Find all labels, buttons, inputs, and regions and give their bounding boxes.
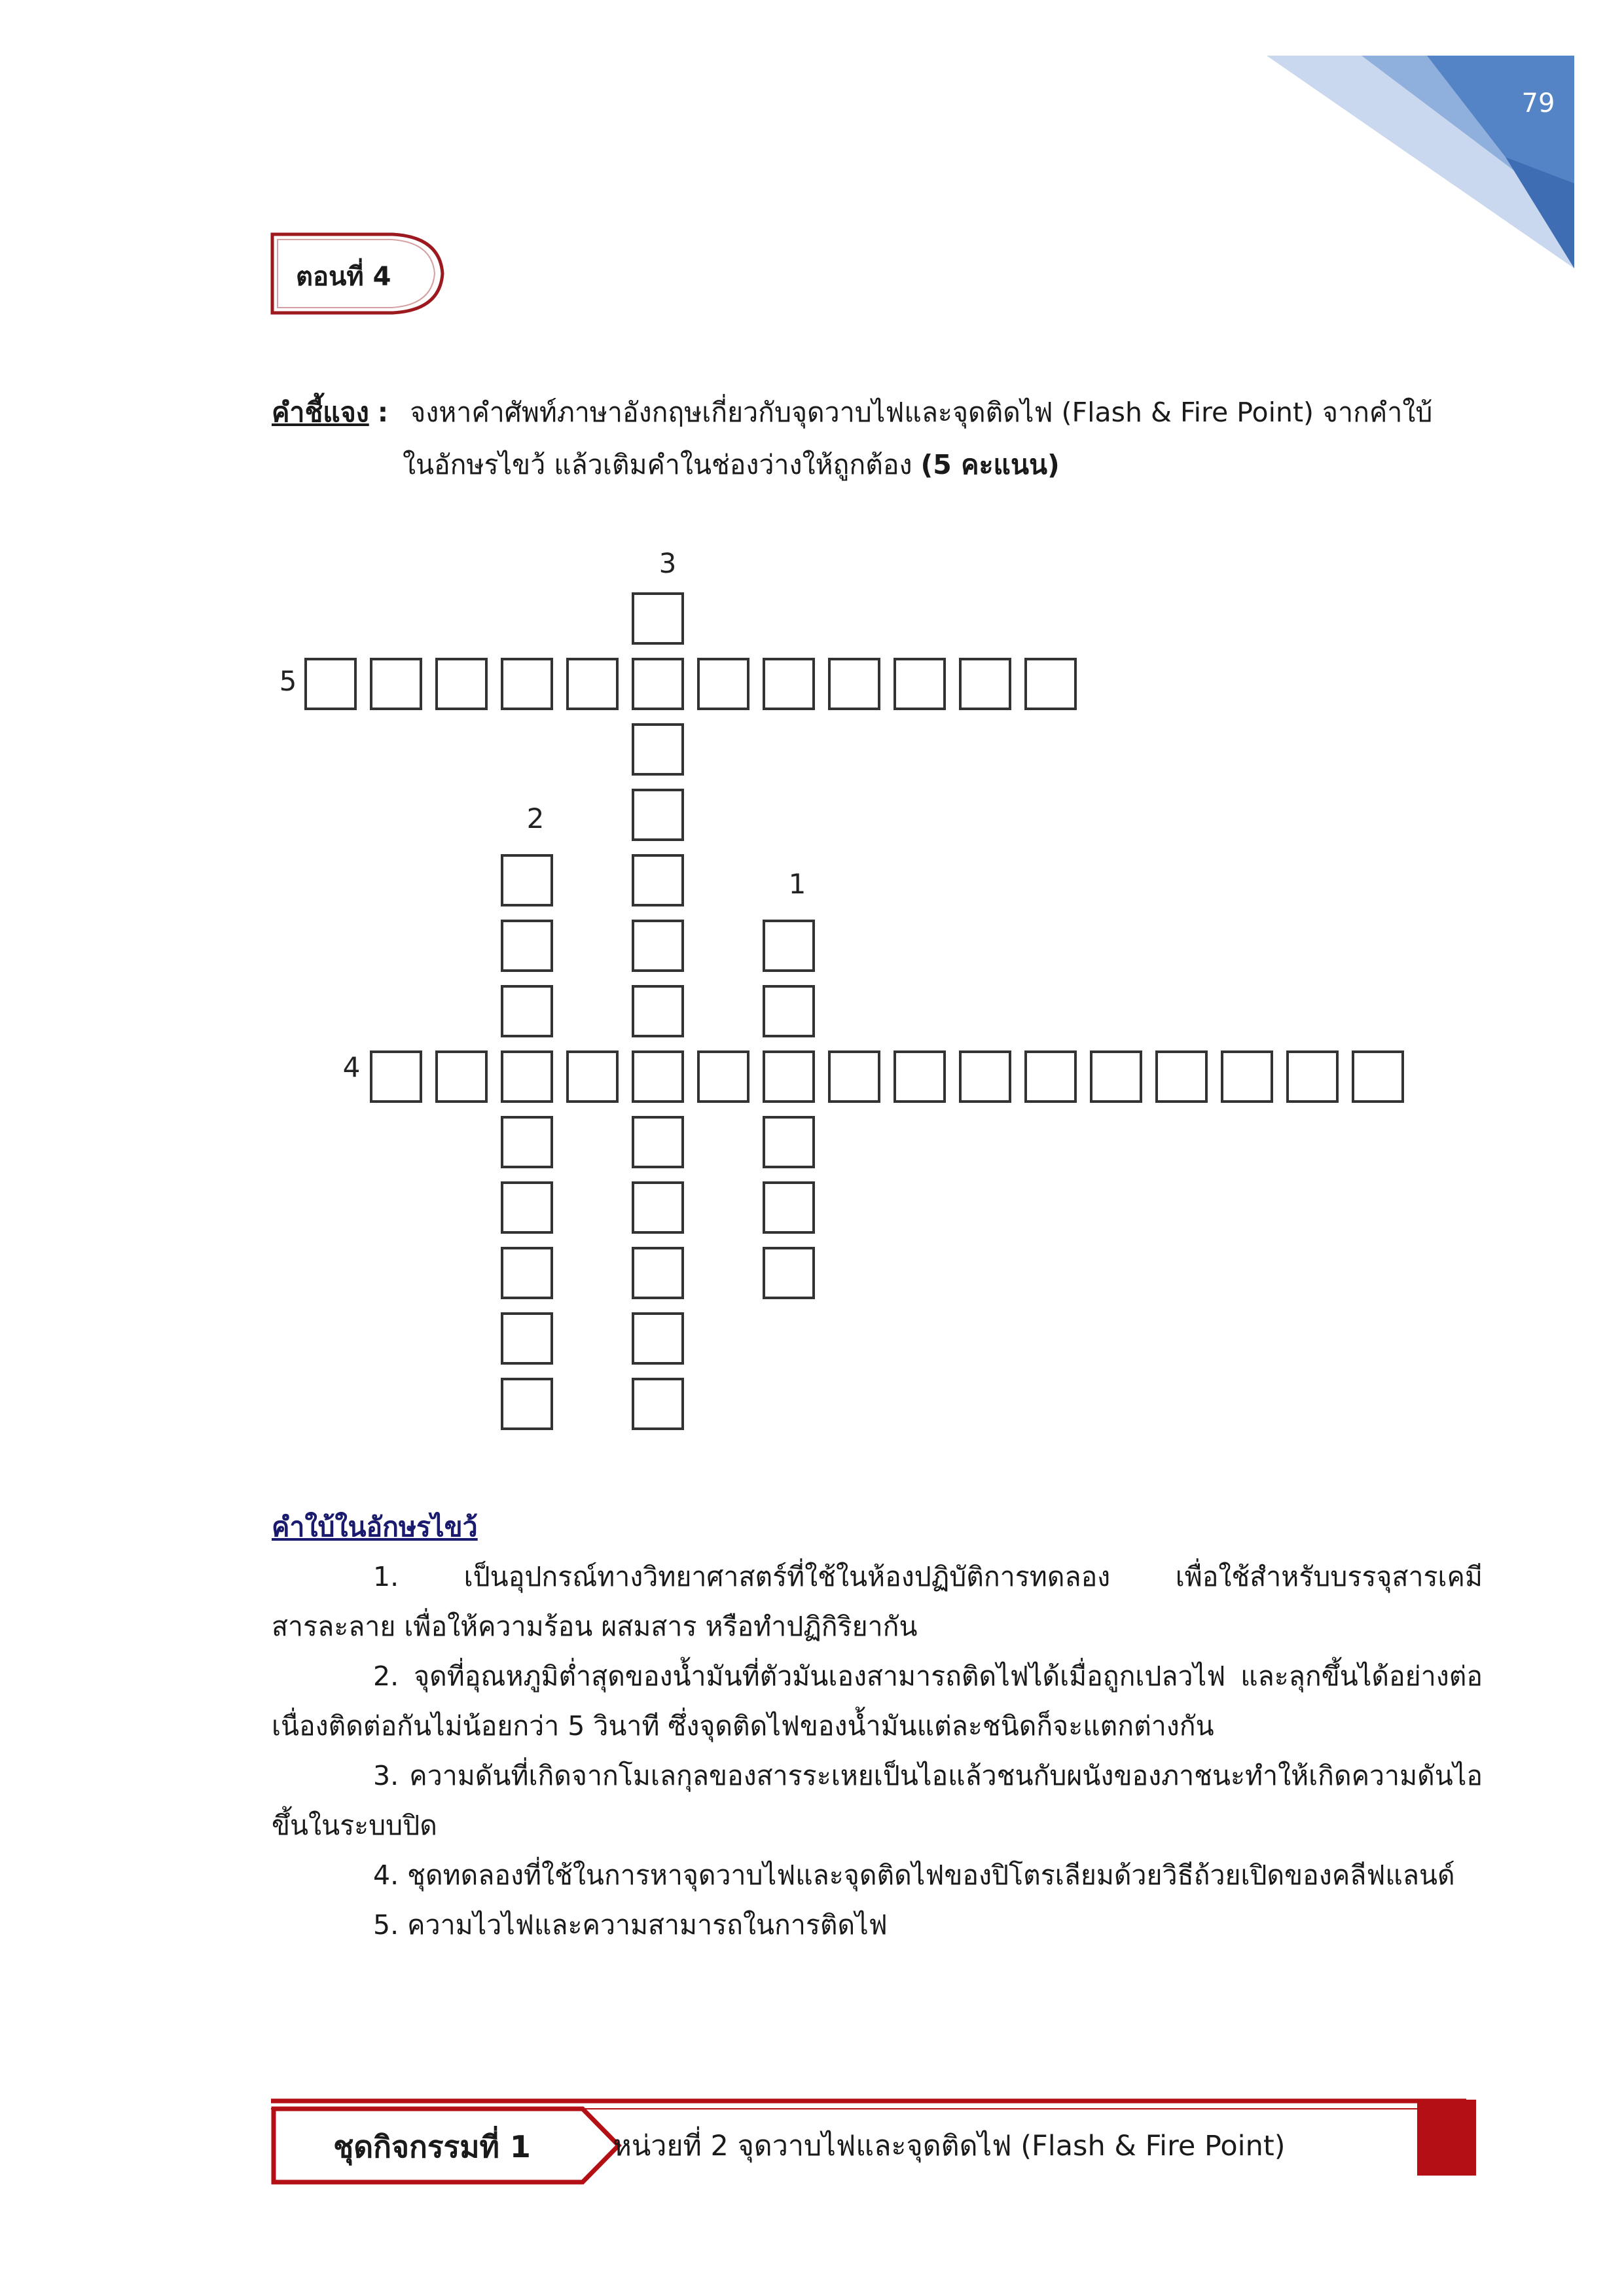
- crossword-cell[interactable]: [632, 920, 684, 972]
- footer-activity: ชุดกิจกรรมที่ 1: [333, 2129, 531, 2164]
- crossword-cell[interactable]: [566, 1050, 619, 1103]
- crossword-cell[interactable]: [632, 1247, 684, 1299]
- crossword-cell[interactable]: [893, 658, 946, 710]
- crossword-number-4: 4: [342, 1051, 361, 1083]
- footer-unit: หน่วยที่ 2 จุดวาบไฟและจุดติดไฟ (Flash & Fire Point): [613, 2130, 1286, 2162]
- crossword-cell[interactable]: [763, 658, 815, 710]
- crossword-cell[interactable]: [828, 658, 880, 710]
- instructions-colon: :: [377, 397, 389, 428]
- crossword-cell[interactable]: [632, 1181, 684, 1234]
- crossword-cell[interactable]: [501, 985, 553, 1037]
- crossword-cell[interactable]: [1024, 658, 1077, 710]
- crossword-cell[interactable]: [632, 592, 684, 645]
- crossword-cell[interactable]: [501, 1247, 553, 1299]
- clue-3: 3. ความดันที่เกิดจากโมเลกุลของสารระเหยเป็นไอแล้วชนกับผนังของภาชนะทำให้เกิดความดันไอขึ้นในระบบปิด: [272, 1760, 1483, 1841]
- clues-section: [272, 1502, 1483, 1950]
- crossword-cell[interactable]: [370, 1050, 422, 1103]
- page-number: 79: [1521, 88, 1555, 118]
- crossword-cell[interactable]: [763, 1247, 815, 1299]
- crossword-cell[interactable]: [959, 1050, 1011, 1103]
- crossword-cell[interactable]: [763, 1116, 815, 1168]
- crossword-cell[interactable]: [501, 920, 553, 972]
- crossword-cell[interactable]: [1155, 1050, 1208, 1103]
- crossword-cell[interactable]: [763, 920, 815, 972]
- crossword-cell[interactable]: [893, 1050, 946, 1103]
- crossword-cell[interactable]: [697, 658, 749, 710]
- instructions-line-1: จงหาคำศัพท์ภาษาอังกฤษเกี่ยวกับจุดวาบไฟและจุดติดไฟ (Flash & Fire Point) จากคำใบ้: [410, 397, 1433, 428]
- crossword-cell[interactable]: [632, 1378, 684, 1430]
- crossword-cell[interactable]: [501, 1050, 553, 1103]
- crossword-number-3: 3: [659, 547, 677, 579]
- crossword-cell[interactable]: [501, 1312, 553, 1365]
- clue-4: 4. ชุดทดลองที่ใช้ในการหาจุดวาบไฟและจุดติดไฟของปิโตรเลียมด้วยวิธีถ้วยเปิดของคลีฟแลนด์: [373, 1859, 1455, 1891]
- crossword-cell[interactable]: [1286, 1050, 1339, 1103]
- crossword-cell[interactable]: [435, 1050, 488, 1103]
- crossword-cell[interactable]: [763, 1050, 815, 1103]
- section-title: ตอนที่ 4: [296, 262, 391, 292]
- footer: [268, 2094, 1486, 2193]
- crossword-cell[interactable]: [304, 658, 357, 710]
- crossword-cell[interactable]: [1090, 1050, 1142, 1103]
- crossword-cell[interactable]: [1352, 1050, 1404, 1103]
- crossword-cell[interactable]: [763, 985, 815, 1037]
- crossword-cell[interactable]: [370, 658, 422, 710]
- crossword-cell[interactable]: [959, 658, 1011, 710]
- crossword-cell[interactable]: [828, 1050, 880, 1103]
- instructions-score: (5 คะแนน): [920, 449, 1060, 480]
- clue-5: 5. ความไวไฟและความสามารถในการติดไฟ: [373, 1909, 888, 1941]
- crossword-cell[interactable]: [763, 1181, 815, 1234]
- crossword-cell[interactable]: [566, 658, 619, 710]
- crossword-number-5: 5: [279, 665, 297, 697]
- crossword-cell[interactable]: [501, 854, 553, 906]
- crossword-cell[interactable]: [632, 854, 684, 906]
- crossword-cell[interactable]: [632, 658, 684, 710]
- crossword-cell[interactable]: [1024, 1050, 1077, 1103]
- crossword-cell[interactable]: [632, 1312, 684, 1365]
- crossword-cell[interactable]: [501, 1378, 553, 1430]
- crossword-cell[interactable]: [435, 658, 488, 710]
- crossword-cell[interactable]: [501, 1181, 553, 1234]
- clue-2: 2. จุดที่อุณหภูมิต่ำสุดของน้ำมันที่ตัวมันเองสามารถติดไฟได้เมื่อถูกเปลวไฟ และลุกขึ้นได้อย่างต่อเนื่องติดต่อกันไม่น้อยกว่า 5 วินาที ซึ่งจุดติดไฟของน้ำมันแต่ละชนิดก็จะแตกต่างกัน: [272, 1660, 1483, 1742]
- crossword-number-1: 1: [788, 868, 806, 900]
- crossword-cell[interactable]: [632, 985, 684, 1037]
- instructions-line-2: ในอักษรไขว้ แล้วเติมคำในช่องว่างให้ถูกต้อง: [403, 449, 912, 480]
- crossword-number-2: 2: [526, 802, 545, 834]
- crossword-cell[interactable]: [1221, 1050, 1273, 1103]
- crossword-cell[interactable]: [632, 1050, 684, 1103]
- clues-title: คำใบ้ในอักษรไขว้: [272, 1511, 478, 1543]
- instructions-label: คำชี้แจง: [272, 397, 369, 428]
- crossword-cell[interactable]: [632, 789, 684, 841]
- crossword-cell[interactable]: [501, 658, 553, 710]
- crossword-cell[interactable]: [697, 1050, 749, 1103]
- clue-1: 1. เป็นอุปกรณ์ทางวิทยาศาสตร์ที่ใช้ในห้องปฏิบัติการทดลอง เพื่อใช้สำหรับบรรจุสารเคมี สารละลาย เพื่อให้ความร้อน ผสมสาร หรือทำปฏิกิริยากัน: [272, 1561, 1483, 1642]
- crossword-cell[interactable]: [501, 1116, 553, 1168]
- crossword-cell[interactable]: [632, 1116, 684, 1168]
- crossword-cell[interactable]: [632, 723, 684, 776]
